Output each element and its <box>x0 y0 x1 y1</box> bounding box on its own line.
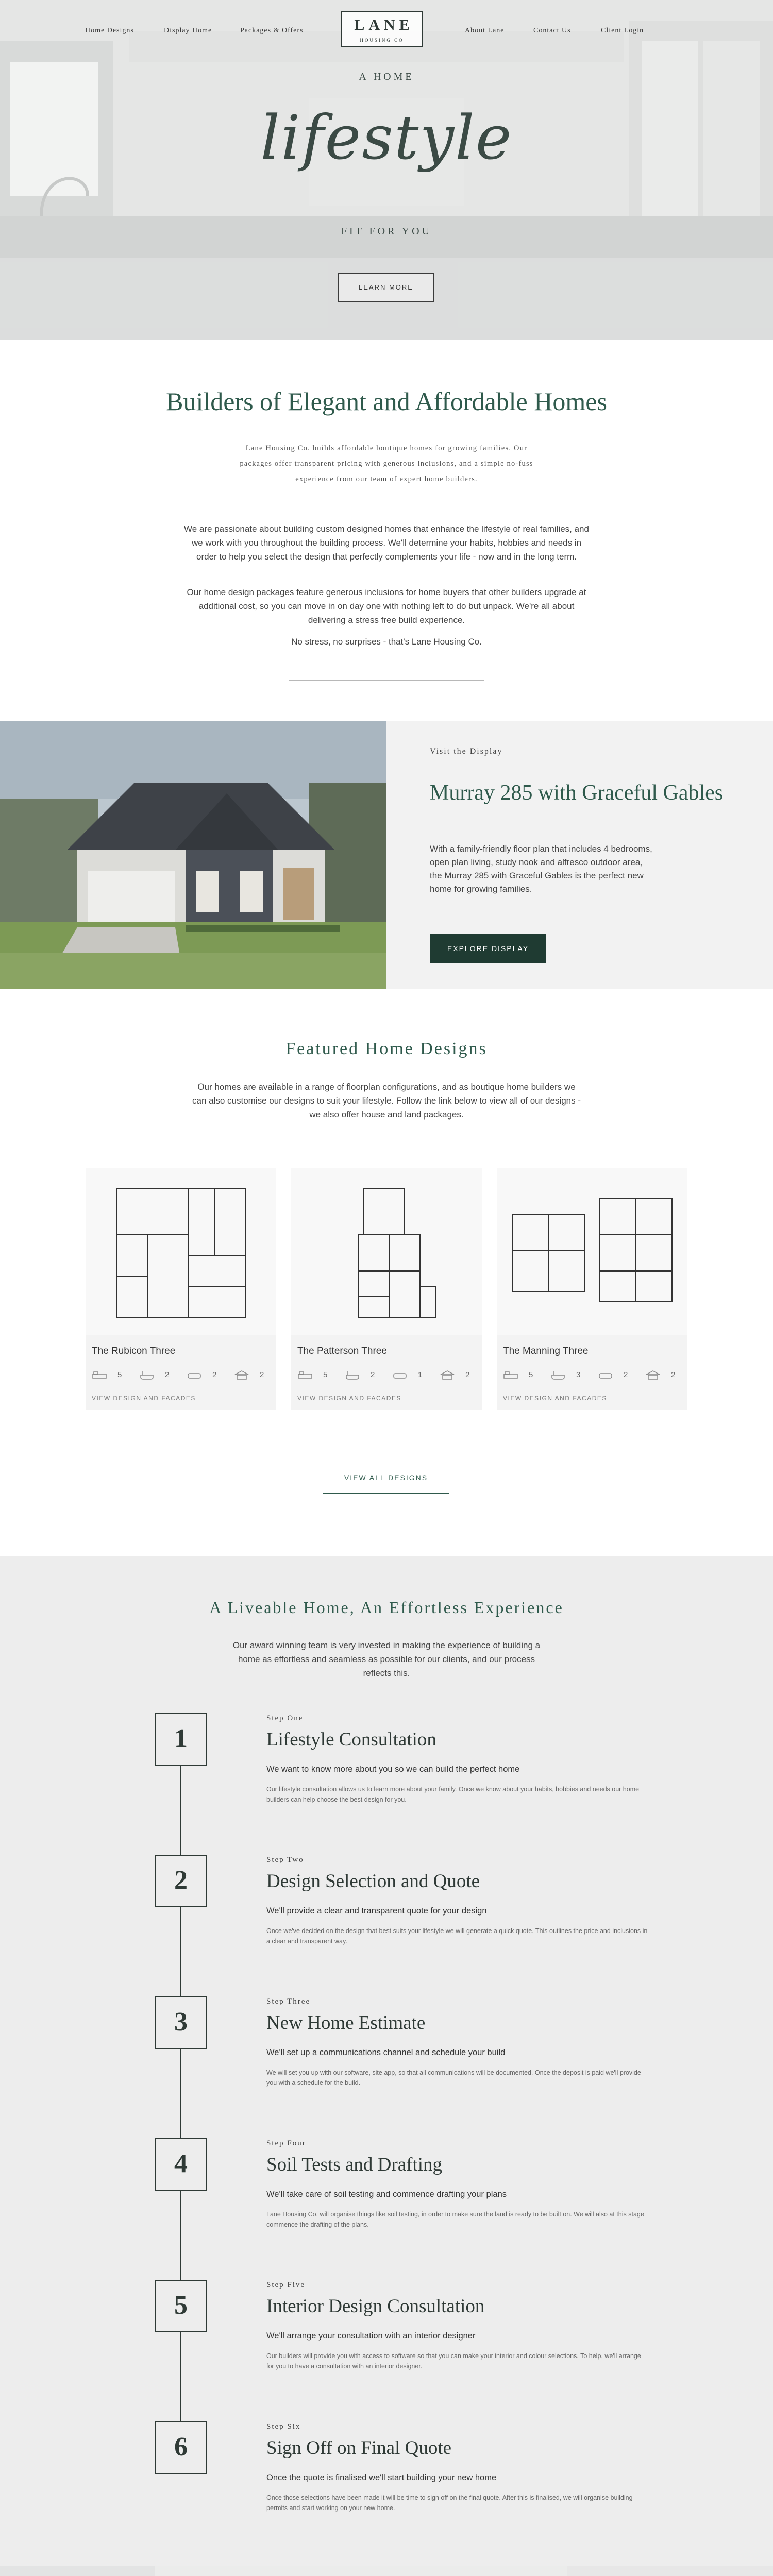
step-lead: We'll arrange your consultation with an interior designer <box>266 2331 476 2341</box>
hero-tag-top: A HOME <box>359 71 414 82</box>
process-section <box>0 1556 773 2566</box>
step-description: We will set you up with our software, site app, so that all communications will be documented. Once the deposit is paid we'll provide you with a schedule for the build. <box>266 2069 641 2087</box>
step-title: Interior Design Consultation <box>266 2296 485 2317</box>
step-title: Sign Off on Final Quote <box>266 2437 452 2459</box>
step-lead: We'll set up a communications channel and schedule your build <box>266 2048 506 2057</box>
step-description: Once those selections have been made it will be time to sign off on the final quote. After this is finalised, we will organise building permits and start working on your new home. <box>266 2494 633 2512</box>
bed-icon <box>503 1370 518 1380</box>
step-number: 2 <box>155 1855 207 1907</box>
garage-icon <box>440 1370 455 1380</box>
step-lead: Once the quote is finalised we'll start building your new home <box>266 2473 497 2482</box>
featured-designs-section <box>0 989 773 1556</box>
step-title: Soil Tests and Drafting <box>266 2154 443 2175</box>
bed-icon <box>297 1370 313 1380</box>
sofa-icon <box>392 1370 408 1380</box>
process-step-6 <box>0 2421 773 2540</box>
view-design-link[interactable]: VIEW DESIGN AND FACADES <box>503 1395 607 1402</box>
hero-section <box>0 0 773 340</box>
nav-home-designs[interactable]: Home Designs <box>85 27 134 35</box>
garage-icon <box>645 1370 661 1380</box>
featured-title: Featured Home Designs <box>285 1039 488 1058</box>
step-title: Lifestyle Consultation <box>266 1729 436 1750</box>
step-label: Step Two <box>266 1856 304 1864</box>
step-label: Step One <box>266 1714 304 1722</box>
step-lead: We want to know more about you so we can build the perfect home <box>266 1765 520 1774</box>
step-description: Our lifestyle consultation allows us to learn more about your family. Once we know about your habits, hobbies and needs our home builders can help choose the best design for you. <box>266 1786 640 1803</box>
display-home-image <box>0 721 386 989</box>
step-description: Lane Housing Co. will organise things like soil testing, in order to make sure the land is ready to be built on. We will also at this stage commence the drafting of the plans. <box>266 2211 644 2228</box>
process-step-3 <box>0 1996 773 2115</box>
design-specs: 5 2 2 2 <box>92 1369 270 1383</box>
step-description: Once we've decided on the design that best suits your lifestyle we will generate a quick quote. This outlines the price and inclusions in a clear and transparent way. <box>266 1927 648 1945</box>
step-number: 5 <box>155 2280 207 2332</box>
step-label: Step Four <box>266 2139 306 2147</box>
step-number: 3 <box>155 1996 207 2049</box>
bath-icon <box>550 1370 566 1380</box>
sofa-icon <box>187 1370 202 1380</box>
view-design-link[interactable]: VIEW DESIGN AND FACADES <box>92 1395 196 1402</box>
logo-name: LANE <box>354 16 414 33</box>
nav-display-home[interactable]: Display Home <box>164 27 212 35</box>
hero-learn-more-button[interactable]: LEARN MORE <box>338 273 434 302</box>
design-name: The Patterson Three <box>297 1346 387 1357</box>
design-name: The Manning Three <box>503 1346 589 1357</box>
process-step-2 <box>0 1855 773 1973</box>
display-text: With a family-friendly floor plan that includes 4 bedrooms, open plan living, study nook and alfresco outdoor area, the Murray 285 with Graceful Gables is the perfect new home for growing families. <box>430 844 652 894</box>
intro-section <box>0 340 773 721</box>
hero-script-word: lifestyle <box>260 102 513 173</box>
step-label: Step Six <box>266 2422 301 2431</box>
intro-title: Builders of Elegant and Affordable Homes <box>166 387 607 416</box>
hero-lifestyle-mark <box>247 71 526 246</box>
design-name: The Rubicon Three <box>92 1346 176 1357</box>
lifestyle-banner <box>0 2566 773 2576</box>
nav-packages-offers[interactable]: Packages & Offers <box>240 27 304 35</box>
design-specs: 5 3 2 2 <box>503 1369 681 1383</box>
step-title: New Home Estimate <box>266 2012 426 2033</box>
sofa-icon <box>598 1370 613 1380</box>
featured-text: Our homes are available in a range of floorplan configurations, and as boutique home builders we can also customise our designs to suit your lifestyle. Follow the link below to view all of our designs - we also offer house and land packages. <box>192 1082 581 1120</box>
bed-icon <box>92 1370 107 1380</box>
intro-paragraph-1: We are passionate about building custom designed homes that enhance the lifestyle of real families, and we work with you throughout the building process. We'll determine your habits, hobbies and needs in order to help you select the design that perfectly complements your life - now and in the long term. <box>184 524 589 562</box>
step-number: 4 <box>155 2138 207 2191</box>
step-label: Step Three <box>266 1997 311 2006</box>
design-card-patterson[interactable] <box>291 1168 482 1410</box>
banner-overlay <box>0 2566 773 2576</box>
process-step-5 <box>0 2280 773 2398</box>
nav-contact-us[interactable]: Contact Us <box>533 27 571 35</box>
nav-about-lane[interactable]: About Lane <box>465 27 505 35</box>
garage-icon <box>234 1370 249 1380</box>
step-number: 6 <box>155 2421 207 2474</box>
step-description: Our builders will provide you with access to software so that you can make your interior and colour selections. To help, we'll arrange for you to have a consultation with an interior designer. <box>266 2352 641 2370</box>
intro-divider <box>289 680 484 681</box>
display-title: Murray 285 with Graceful Gables <box>430 781 724 805</box>
floorplan-image <box>497 1168 687 1335</box>
step-title: Design Selection and Quote <box>266 1871 480 1892</box>
display-home-section <box>0 721 773 989</box>
site-logo[interactable] <box>341 11 423 47</box>
design-card-manning[interactable] <box>497 1168 687 1410</box>
display-label: Visit the Display <box>430 747 503 756</box>
explore-display-button[interactable]: EXPLORE DISPLAY <box>430 934 546 963</box>
process-step-1 <box>0 1713 773 1832</box>
logo-sub: HOUSING CO <box>354 36 410 43</box>
intro-paragraph-2: Our home design packages feature generous inclusions for home buyers that other builders upgrade at additional cost, so you can move in on day one with nothing left to do but unpack. We're all about delivering a stress free build experience. <box>187 587 586 625</box>
step-lead: We'll take care of soil testing and commence drafting your plans <box>266 2190 507 2199</box>
step-label: Step Five <box>266 2281 306 2289</box>
hero-tag-bottom: FIT FOR YOU <box>341 226 432 237</box>
step-number: 1 <box>155 1713 207 1766</box>
bath-icon <box>139 1370 155 1380</box>
bath-icon <box>345 1370 360 1380</box>
intro-caps-text: Lane Housing Co. builds affordable boutique homes for growing families. Our packages offer transparent pricing with generous inclusions, and a simple no-fuss experience from our team of expert home builders. <box>240 444 533 483</box>
view-design-link[interactable]: VIEW DESIGN AND FACADES <box>297 1395 401 1402</box>
nav-client-login[interactable]: Client Login <box>601 27 644 35</box>
process-text: Our award winning team is very invested in making the experience of building a home as effortless and seamless as possible for our clients, and our process reflects this. <box>232 1640 541 1678</box>
main-nav <box>0 11 773 47</box>
process-title: A Liveable Home, An Effortless Experience <box>209 1598 564 1617</box>
intro-paragraph-3: No stress, no surprises - that's Lane Housing Co. <box>291 637 482 647</box>
view-all-designs-button[interactable]: VIEW ALL DESIGNS <box>323 1463 449 1494</box>
floorplan-image <box>86 1168 276 1335</box>
process-step-4 <box>0 2138 773 2257</box>
design-specs: 5 2 1 2 <box>297 1369 476 1383</box>
floorplan-image <box>291 1168 482 1335</box>
step-lead: We'll provide a clear and transparent quote for your design <box>266 1906 487 1916</box>
design-card-rubicon[interactable] <box>86 1168 276 1410</box>
